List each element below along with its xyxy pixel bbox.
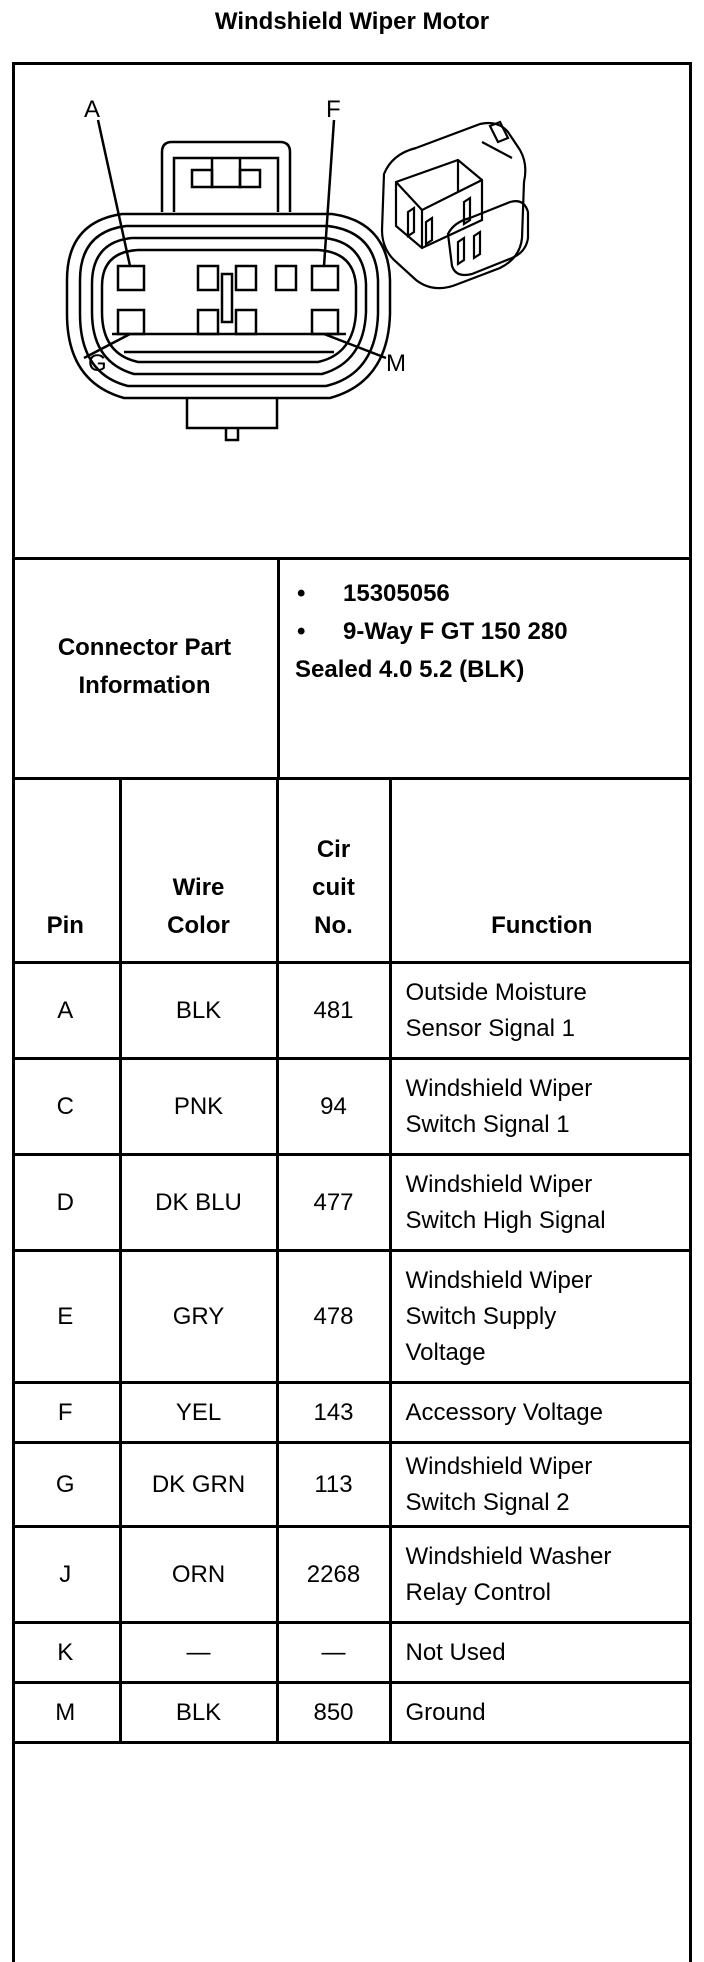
header-wire-color: Wire Color [120,777,277,963]
function-cell [390,1527,692,1623]
table-row [12,1059,692,1155]
function-line: Windshield Wiper [405,1074,593,1102]
function-cell [390,1623,692,1683]
function-line: Sensor Signal 1 [405,1014,575,1042]
wire-color-cell: DK GRN [120,1443,277,1527]
header-circuit-no: Cir cuit No. [277,777,390,963]
function-cell [390,1443,692,1527]
table-row [12,1251,692,1383]
pin-f-callout: F [326,96,341,123]
function-line: Windshield Wiper [405,1452,593,1480]
function-cell [390,1155,692,1251]
connector-part-info [12,557,692,780]
pin-table [12,777,692,1744]
function-cell [390,1251,692,1383]
function-cell [390,1683,692,1743]
function-line: Windshield Wiper [405,1170,593,1198]
circuit-cell: 113 [277,1443,390,1527]
connector-part-info-values [295,575,685,689]
table-row [12,1527,692,1623]
pin-cell: J [12,1527,120,1623]
table-row [12,1623,692,1683]
part-number: • 15305056 [295,575,685,613]
function-line: Windshield Washer [405,1542,612,1570]
function-cell [390,1059,692,1155]
function-line: Voltage [405,1338,486,1366]
connector-diagram [12,62,692,560]
circuit-cell: 143 [277,1383,390,1443]
pin-g-callout: G [88,350,107,377]
connector-face-drawing [12,62,692,560]
wire-color-cell: BLK [120,1683,277,1743]
pin-table-header [12,777,692,963]
pin-cell: G [12,1443,120,1527]
wire-color-cell: PNK [120,1059,277,1155]
function-line: Switch Signal 1 [405,1110,570,1138]
function-line: Ground [405,1698,486,1726]
function-line: Outside Moisture [405,978,587,1006]
function-line: Not Used [405,1638,506,1666]
circuit-cell: — [277,1623,390,1683]
pin-cell: F [12,1383,120,1443]
table-row [12,1443,692,1527]
connector-part-info-label-text: Connector Part Information [57,634,232,699]
circuit-cell: 2268 [277,1527,390,1623]
function-line: Switch High Signal [405,1206,606,1234]
function-line: Switch Supply [405,1302,557,1330]
function-cell [390,1383,692,1443]
pin-cell: C [12,1059,120,1155]
circuit-cell: 481 [277,963,390,1059]
pin-a-callout: A [84,96,101,123]
pin-cell: K [12,1623,120,1683]
header-pin: Pin [12,777,120,963]
circuit-cell: 477 [277,1155,390,1251]
circuit-cell: 850 [277,1683,390,1743]
wire-color-cell: YEL [120,1383,277,1443]
wire-color-cell: ORN [120,1527,277,1623]
pin-cell: A [12,963,120,1059]
circuit-cell: 94 [277,1059,390,1155]
wire-color-cell: — [120,1623,277,1683]
pin-m-callout: M [386,350,406,377]
pin-cell: M [12,1683,120,1743]
wire-color-cell: BLK [120,963,277,1059]
connector-part-info-label [12,557,280,777]
table-row [12,1155,692,1251]
pin-cell: E [12,1251,120,1383]
table-row [12,963,692,1059]
table-row [12,1683,692,1743]
function-line: Switch Signal 2 [405,1488,570,1516]
page-title: Windshield Wiper Motor [214,8,490,35]
circuit-cell: 478 [277,1251,390,1383]
function-line: Windshield Wiper [405,1266,593,1294]
wire-color-cell: GRY [120,1251,277,1383]
table-row [12,1383,692,1443]
function-line: Accessory Voltage [405,1398,603,1426]
connector-seal-spec: Sealed 4.0 5.2 (BLK) [295,656,525,683]
function-cell [390,963,692,1059]
function-line: Relay Control [405,1578,551,1606]
pin-cell: D [12,1155,120,1251]
connector-type: • 9-Way F GT 150 280 [295,613,685,651]
wire-color-cell: DK BLU [120,1155,277,1251]
header-function: Function [390,777,692,963]
